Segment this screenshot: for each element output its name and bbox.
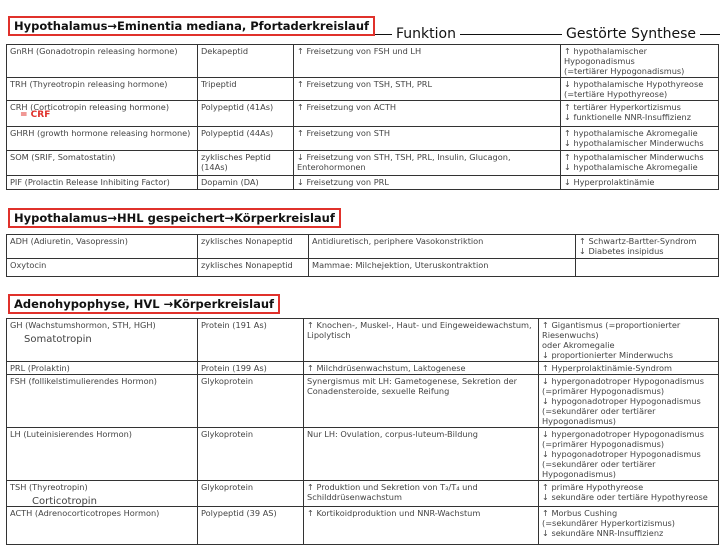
hvl-hormones-table — [6, 318, 719, 545]
structure-cell: Protein (191 As) — [198, 319, 304, 362]
table-row — [7, 507, 719, 545]
table-row — [7, 428, 719, 481]
disorder-cell: ↑ hypothalamischer Minderwuchs ↓ hypothalamische Akromegalie — [561, 151, 719, 176]
hormone-name-cell: LH (Luteinisierendes Hormon) — [7, 428, 198, 481]
function-cell: ↑ Kortikoidproduktion und NNR-Wachstum — [304, 507, 539, 545]
table-row — [7, 78, 719, 101]
function-cell: ↑ Freisetzung von FSH und LH — [294, 45, 561, 78]
hypothalamus-releasing-hormones-table — [6, 44, 719, 190]
table-row — [7, 151, 719, 176]
hormone-name-cell: SOM (SRIF, Somatostatin) — [7, 151, 198, 176]
disorder-cell: ↑ primäre Hypothyreose ↓ sekundäre oder tertiäre Hypothyreose — [539, 481, 719, 507]
hhl-hormones-table — [6, 234, 719, 277]
function-cell: ↑ Freisetzung von TSH, STH, PRL — [294, 78, 561, 101]
structure-cell: zyklisches Nonapeptid — [198, 259, 309, 277]
structure-cell: Dopamin (DA) — [198, 176, 294, 190]
disorder-cell: ↑ Morbus Cushing (=sekundärer Hyperkortizismus) ↓ sekundäre NNR-Insuffizienz — [539, 507, 719, 545]
disorder-cell: ↓ hypergonadotroper Hypogonadismus (=primärer Hypogonadismus) ↓ hypogonadotroper Hypogonadismus (=sekundärer oder tertiärer Hypogonadismus) — [539, 375, 719, 428]
function-cell: Antidiuretisch, periphere Vasokonstriktion — [309, 235, 576, 259]
hormone-name-cell: ACTH (Adrenocorticotropes Hormon) — [7, 507, 198, 545]
structure-cell: Dekapeptid — [198, 45, 294, 78]
function-cell: ↑ Milchdrüsenwachstum, Laktogenese — [304, 362, 539, 375]
disorder-cell: ↑ hypothalamische Akromegalie ↓ hypothalamischer Minderwuchs — [561, 127, 719, 151]
hormone-name-cell: GHRH (growth hormone releasing hormone) — [7, 127, 198, 151]
table-row — [7, 362, 719, 375]
function-cell: Nur LH: Ovulation, corpus-luteum-Bildung — [304, 428, 539, 481]
hormone-name-cell: PIF (Prolactin Release Inhibiting Factor) — [7, 176, 198, 190]
table-row — [7, 319, 719, 362]
table-row — [7, 235, 719, 259]
column-header-function: Funktion — [392, 26, 460, 42]
disorder-cell: ↑ Schwartz-Bartter-Syndrom ↓ Diabetes insipidus — [576, 235, 719, 259]
disorder-cell: ↑ Gigantismus (=proportionierter Riesenwuchs) oder Akromegalie ↓ proportionierter Minderwuchs — [539, 319, 719, 362]
section-title-hypothalamus-eminentia: Hypothalamus→Eminentia mediana, Pfortaderkreislauf — [8, 16, 375, 36]
function-cell: Mammae: Milchejektion, Uteruskontraktion — [309, 259, 576, 277]
function-cell: ↑ Freisetzung von ACTH — [294, 101, 561, 127]
section-title-hypothalamus-hhl: Hypothalamus→HHL gespeichert→Körperkreislauf — [8, 208, 341, 228]
table-row — [7, 101, 719, 127]
disorder-cell: ↑ Hyperprolaktinämie-Syndrom — [539, 362, 719, 375]
hormone-name-cell: CRH (Corticotropin releasing hormone) — [7, 101, 198, 127]
structure-cell: zyklisches Peptid (14As) — [198, 151, 294, 176]
function-cell: ↑ Knochen-, Muskel-, Haut- und Eingeweidewachstum, Lipolytisch — [304, 319, 539, 362]
structure-cell: Glykoprotein — [198, 481, 304, 507]
function-cell: ↑ Produktion und Sekretion von T₃/T₄ und Schilddrüsenwachstum — [304, 481, 539, 507]
hormone-name-cell: Oxytocin — [7, 259, 198, 277]
hormone-name-cell: GnRH (Gonadotropin releasing hormone) — [7, 45, 198, 78]
structure-cell: Tripeptid — [198, 78, 294, 101]
hormone-name-cell: GH (Wachstumshormon, STH, HGH) — [7, 319, 198, 362]
structure-cell: Protein (199 As) — [198, 362, 304, 375]
table-row — [7, 481, 719, 507]
disorder-cell: ↑ hypothalamischer Hypogonadismus (=tertiärer Hypogonadismus) — [561, 45, 719, 78]
function-cell: Synergismus mit LH: Gametogenese, Sekretion der Conadensteroide, sexuelle Reifung — [304, 375, 539, 428]
table-row — [7, 259, 719, 277]
structure-cell: Glykoprotein — [198, 375, 304, 428]
function-cell: ↓ Freisetzung von STH, TSH, PRL, Insulin, Glucagon, Enterohormonen — [294, 151, 561, 176]
function-cell: ↑ Freisetzung von STH — [294, 127, 561, 151]
disorder-cell: ↓ Hyperprolaktinämie — [561, 176, 719, 190]
table-row — [7, 45, 719, 78]
structure-cell: Polypeptid (39 AS) — [198, 507, 304, 545]
hormone-name-cell: FSH (follikelstimulierendes Hormon) — [7, 375, 198, 428]
structure-cell: Polypeptid (44As) — [198, 127, 294, 151]
disorder-cell: ↑ tertiärer Hyperkortizismus ↓ funktionelle NNR-Insuffizienz — [561, 101, 719, 127]
table-row — [7, 127, 719, 151]
corticotropin-annotation: Corticotropin — [32, 496, 97, 507]
hormone-name-cell: PRL (Prolaktin) — [7, 362, 198, 375]
disorder-cell: ↓ hypothalamische Hypothyreose (=tertiäre Hypothyreose) — [561, 78, 719, 101]
hormone-name-cell: ADH (Adiuretin, Vasopressin) — [7, 235, 198, 259]
hormone-name-cell: TSH (Thyreotropin) — [7, 481, 198, 507]
structure-cell: Polypeptid (41As) — [198, 101, 294, 127]
table-row — [7, 375, 719, 428]
crf-annotation: = CRF — [20, 110, 51, 120]
disorder-cell: ↓ hypergonadotroper Hypogonadismus (=primärer Hypogonadismus) ↓ hypogonadotroper Hypogonadismus (=sekundärer oder tertiärer Hypogonadismus) — [539, 428, 719, 481]
section-title-adenohypophyse: Adenohypophyse, HVL →Körperkreislauf — [8, 294, 280, 314]
table-row — [7, 176, 719, 190]
somatotropin-annotation: Somatotropin — [24, 334, 92, 345]
hormone-name-cell: TRH (Thyreotropin releasing hormone) — [7, 78, 198, 101]
function-cell: ↓ Freisetzung von PRL — [294, 176, 561, 190]
structure-cell: zyklisches Nonapeptid — [198, 235, 309, 259]
structure-cell: Glykoprotein — [198, 428, 304, 481]
column-header-disorder: Gestörte Synthese — [562, 26, 700, 42]
disorder-cell — [576, 259, 719, 277]
